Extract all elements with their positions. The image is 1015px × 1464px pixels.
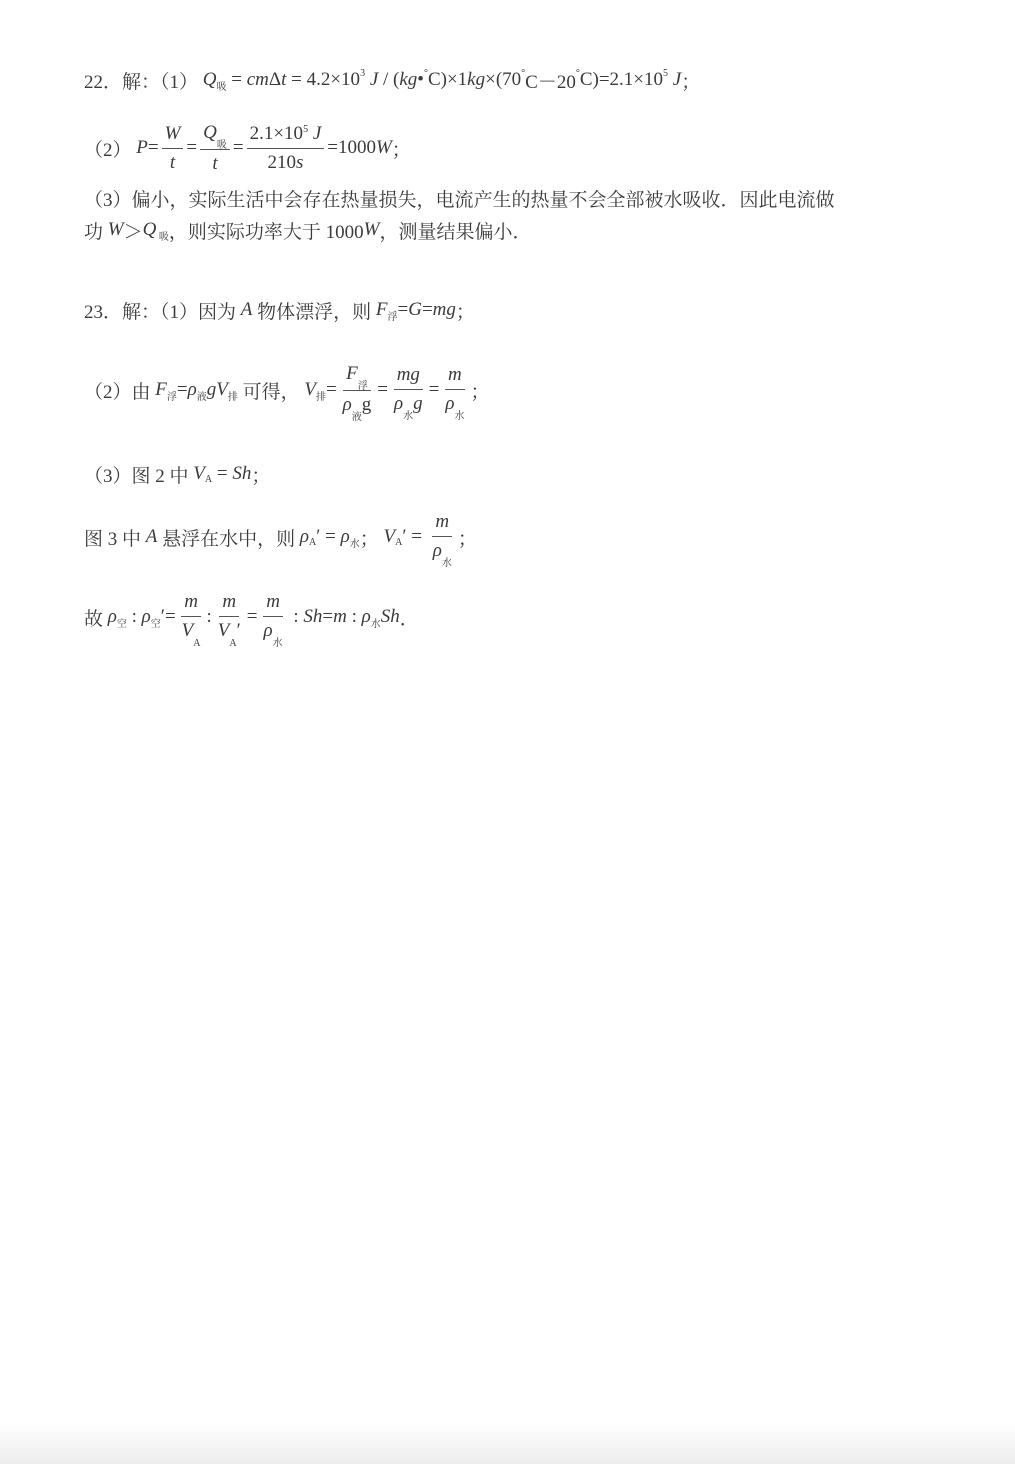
subscript: 浮 (357, 380, 368, 392)
q22-part3-a (84, 185, 835, 212)
text: ； (251, 465, 271, 487)
text: t (212, 152, 218, 174)
denominator (430, 537, 455, 569)
text: ρ (432, 539, 442, 561)
superscript: ° (521, 67, 526, 79)
text: 功 (84, 221, 108, 243)
text: W (107, 219, 124, 240)
fraction (247, 123, 325, 174)
text: t (281, 69, 287, 90)
subscript: 吸 (156, 231, 169, 243)
text: ρ (107, 606, 117, 627)
denominator (264, 149, 306, 174)
numerator (247, 123, 325, 149)
text: cm (246, 69, 269, 90)
text: ρ (141, 606, 151, 627)
fraction (391, 363, 426, 422)
text: V (193, 463, 205, 484)
superscript: 3 (360, 67, 366, 79)
text: = (322, 606, 334, 627)
subscript: 吸 (216, 81, 227, 93)
subscript: 液 (351, 411, 362, 423)
text: F (155, 379, 167, 400)
text: W (363, 219, 380, 240)
denominator (215, 617, 244, 649)
superscript: 5 (663, 67, 669, 79)
subscript: A (193, 637, 201, 649)
text: mg (396, 363, 420, 385)
text: kg (467, 69, 486, 90)
text: ． (399, 608, 419, 630)
numerator (432, 511, 452, 537)
q23-part2 (84, 362, 490, 423)
text: = (246, 606, 258, 627)
text: 210 (267, 151, 296, 173)
text: = (147, 137, 159, 158)
text: : (206, 606, 212, 627)
text: : (126, 606, 142, 627)
text: ′ (236, 619, 241, 641)
text: （2）由 (84, 381, 156, 403)
subscript: 水 (272, 637, 283, 649)
q23-part3-c (84, 590, 419, 649)
subscript: A (229, 637, 237, 649)
text: m (222, 590, 237, 612)
q23-part3-b (84, 510, 477, 569)
text: C)×1 (427, 69, 468, 90)
numerator (343, 363, 371, 391)
denominator (167, 149, 178, 174)
text: = (186, 137, 198, 158)
text: 2.1×10 (249, 122, 304, 144)
text: C－20 (525, 71, 576, 93)
text: Q (142, 219, 157, 240)
text: g (413, 392, 423, 414)
text: ρ (299, 526, 310, 547)
fraction (215, 590, 244, 649)
text: ρ (342, 393, 352, 415)
text: ×(70 (485, 69, 522, 90)
subscript: A (204, 473, 213, 485)
text: V (217, 619, 230, 641)
text: A (145, 526, 158, 547)
text: P (136, 137, 148, 158)
text: : (346, 606, 362, 627)
text: C)=2.1×10 (579, 69, 664, 90)
q22-part1 (84, 67, 700, 94)
text: ； (457, 528, 477, 550)
subscript: 水 (441, 557, 452, 569)
text: ； (470, 381, 490, 403)
text: gV (206, 379, 228, 400)
text: 23．解：（1）因为 (84, 301, 241, 323)
text: =1000 (327, 137, 376, 158)
text: W (164, 122, 181, 144)
text: = (325, 379, 337, 400)
text: Δ (268, 69, 282, 90)
subscript: 浮 (387, 311, 398, 323)
text: : (288, 606, 304, 627)
text: V (383, 526, 396, 547)
denominator (261, 617, 286, 649)
text: V (181, 619, 194, 641)
text: mg (432, 299, 456, 320)
text: A (240, 299, 253, 320)
text: Sh (380, 606, 400, 627)
subscript: 水 (370, 618, 381, 630)
text: m (333, 606, 347, 627)
text: = (212, 463, 233, 484)
text: s (295, 151, 304, 173)
text: Sh (232, 463, 252, 484)
text: / ( (378, 69, 400, 90)
subscript: 空 (150, 618, 161, 630)
text: ρ (361, 606, 371, 627)
fraction (261, 590, 286, 649)
numerator (181, 591, 201, 617)
text: m (448, 363, 462, 385)
text: F (346, 362, 358, 384)
fraction (179, 590, 204, 649)
text: J (668, 69, 682, 90)
subscript: 水 (349, 538, 360, 550)
text: 悬浮在水中，则 (157, 528, 300, 550)
text: t (169, 151, 176, 173)
text: • (417, 69, 424, 90)
page-bottom-shadow (0, 1424, 1015, 1464)
text: ′= (160, 606, 176, 627)
text: J (308, 122, 322, 144)
text: ρ (394, 392, 404, 414)
text: （3）偏小，实际生活中会存在热量损失，电流产生的热量不会全部被水吸收．因此电流做 (84, 189, 835, 211)
text: = (232, 137, 244, 158)
text: ； (391, 139, 411, 161)
text: Q (202, 69, 217, 90)
q22-part2 (84, 122, 411, 175)
text: W (375, 137, 392, 158)
text: ； (359, 528, 384, 550)
text: （2） (84, 139, 137, 161)
text: ′ = (402, 526, 427, 547)
q23-part1 (84, 297, 475, 324)
superscript: 5 (303, 123, 309, 135)
fraction (442, 363, 467, 422)
numerator (200, 122, 230, 150)
subscript: 浮 (166, 391, 177, 403)
subscript: 水 (454, 410, 465, 422)
q23-part3-a (84, 461, 270, 488)
superscript: ° (423, 67, 428, 79)
subscript: A (309, 536, 317, 548)
text: m (184, 590, 198, 612)
text: V (304, 379, 316, 400)
denominator (179, 617, 204, 649)
text: ； (455, 301, 475, 323)
subscript: A (395, 536, 403, 548)
text: m (266, 590, 280, 612)
numerator (445, 364, 465, 390)
text: F (375, 299, 388, 320)
denominator (209, 150, 220, 175)
text: ＞ (123, 221, 143, 243)
text: 故 (84, 608, 108, 630)
text: = (176, 379, 188, 400)
text: ρ (263, 619, 273, 641)
denominator (340, 391, 375, 423)
text: ； (681, 71, 701, 93)
denominator (442, 390, 467, 422)
text: J (365, 69, 379, 90)
subscript: 排 (315, 391, 326, 403)
text: Q (203, 121, 217, 143)
subscript: 空 (116, 618, 127, 630)
denominator (391, 390, 426, 422)
text: （3）图 2 中 (84, 465, 194, 487)
text: m (435, 510, 450, 532)
fraction (340, 362, 375, 423)
subscript: 水 (403, 410, 414, 422)
text: g (361, 393, 372, 415)
numerator (263, 591, 283, 617)
text: G (408, 299, 422, 320)
text: ′ = (316, 526, 341, 547)
text: 图 3 中 (84, 528, 146, 550)
text: 22．解：（1） (84, 71, 203, 93)
subscript: 排 (227, 391, 238, 403)
numerator (162, 123, 184, 149)
text: ，则实际功率大于 1000 (168, 221, 364, 243)
fraction (162, 123, 184, 174)
text: ，测量结果偏小． (379, 221, 532, 243)
text: ρ (187, 379, 197, 400)
text: = (377, 379, 389, 400)
text: ρ (445, 392, 455, 414)
q22-part3-b (84, 217, 531, 244)
text: ρ (340, 526, 350, 547)
text: Sh (303, 606, 323, 627)
text: = (226, 69, 247, 90)
text: = 4.2×10 (286, 69, 361, 90)
numerator (394, 364, 423, 390)
superscript: ° (575, 67, 580, 79)
text: 物体漂浮，则 (252, 301, 376, 323)
text: 可得， (237, 381, 305, 403)
text: = (428, 379, 440, 400)
subscript: 吸 (216, 139, 227, 151)
fraction (200, 122, 230, 175)
subscript: 液 (196, 391, 207, 403)
fraction (430, 510, 455, 569)
text: = (421, 299, 433, 320)
text: kg (399, 69, 418, 90)
text: = (397, 299, 409, 320)
numerator (219, 591, 239, 617)
